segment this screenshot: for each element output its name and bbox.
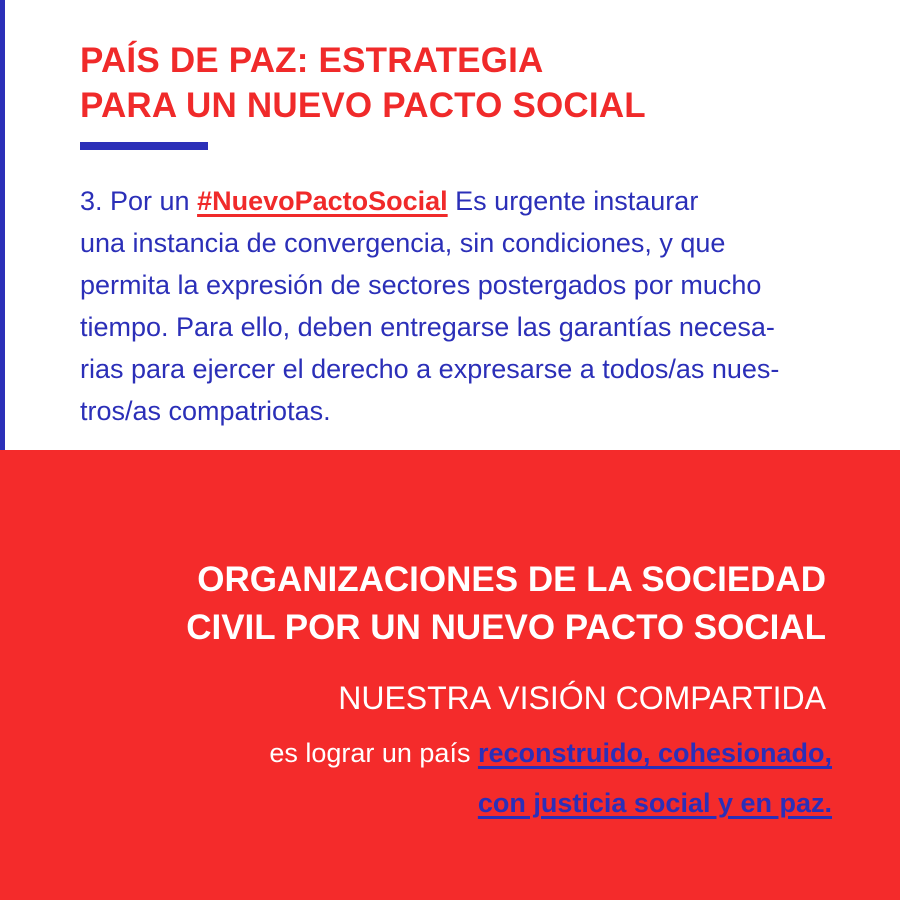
vision-statement bbox=[269, 728, 832, 828]
vision-prefix: es lograr un país bbox=[269, 738, 478, 768]
statement-line-6: tros/as compatriotas. bbox=[80, 396, 331, 426]
vision-highlight-1[interactable]: reconstruido, cohesionado, bbox=[477, 738, 832, 768]
vision-highlight-2[interactable]: con justicia social y en paz. bbox=[477, 788, 832, 818]
statement-prefix: 3. Por un bbox=[80, 186, 198, 216]
hashtag-link[interactable]: #NuevoPactoSocial bbox=[197, 186, 448, 216]
title-line-2: PARA UN NUEVO PACTO SOCIAL bbox=[80, 86, 646, 125]
statement-line-2: una instancia de convergencia, sin condiciones, y que bbox=[80, 228, 726, 258]
statement-line-1-rest: Es urgente instaurar bbox=[447, 186, 699, 216]
statement-line-3: permita la expresión de sectores postergados por mucho bbox=[80, 270, 762, 300]
statement-line-5: rias para ejercer el derecho a expresarse a todos/as nues- bbox=[80, 354, 780, 384]
left-accent-bar bbox=[0, 0, 5, 450]
statement-line-4: tiempo. Para ello, deben entregarse las garantías necesa- bbox=[80, 312, 775, 342]
organizations-heading-line-1: ORGANIZACIONES DE LA SOCIEDAD bbox=[197, 560, 826, 599]
vision-line-2 bbox=[269, 778, 832, 828]
organizations-heading bbox=[186, 556, 826, 652]
organizations-heading-line-2: CIVIL POR UN NUEVO PACTO SOCIAL bbox=[186, 608, 826, 647]
statement-paragraph bbox=[80, 180, 850, 432]
bottom-red-panel bbox=[0, 450, 900, 900]
title-line-1: PAÍS DE PAZ: ESTRATEGIA bbox=[80, 41, 544, 80]
title-underline-bar bbox=[80, 142, 208, 150]
page-title bbox=[80, 38, 646, 128]
vision-line-1 bbox=[269, 728, 832, 778]
statement-line-1 bbox=[80, 180, 850, 222]
vision-title: NUESTRA VISIÓN COMPARTIDA bbox=[338, 680, 826, 716]
